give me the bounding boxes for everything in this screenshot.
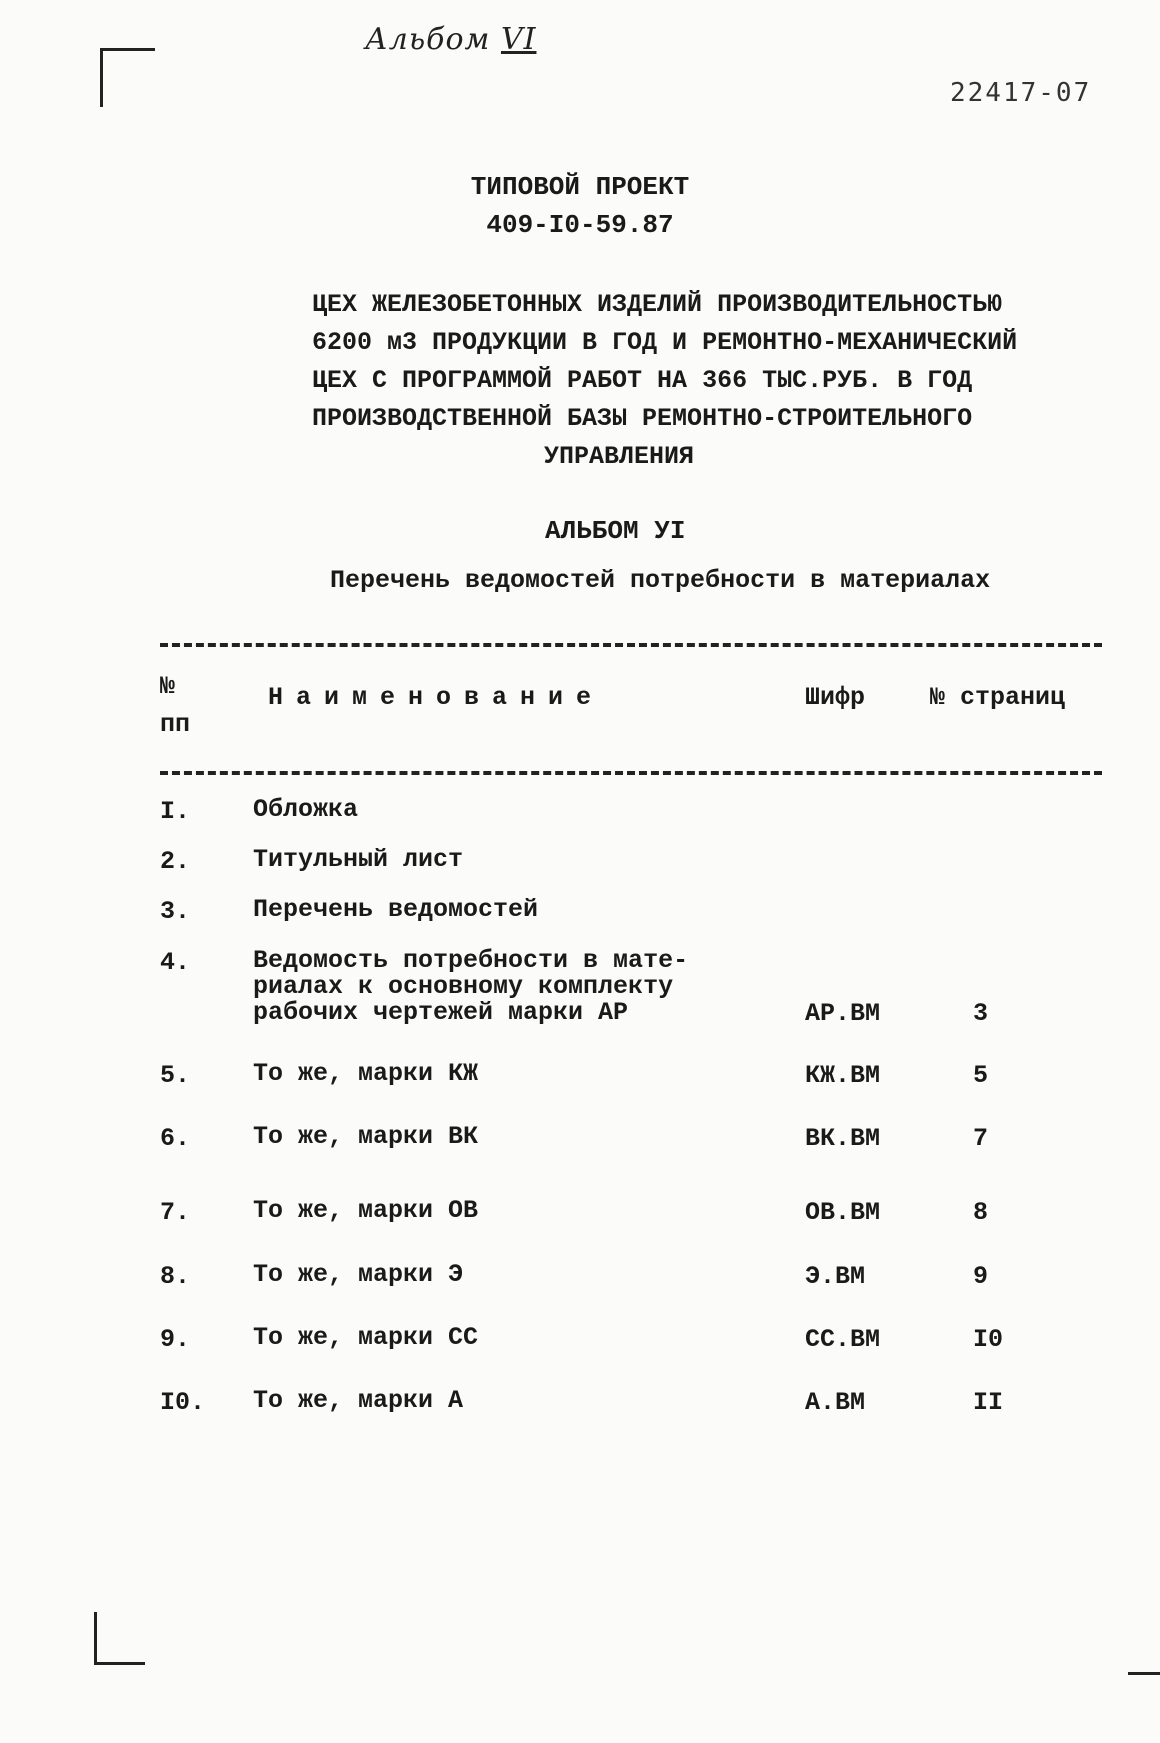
row-name: Перечень ведомостей (253, 895, 539, 924)
description-line: ЦЕХ С ПРОГРАММОЙ РАБОТ НА 366 ТЫС.РУБ. В ГОД (312, 366, 973, 395)
table-header-divider (160, 771, 1102, 775)
row-number: 9. (160, 1325, 191, 1354)
row-code: СС.ВМ (805, 1325, 881, 1354)
row-name: То же, марки Э (253, 1260, 464, 1289)
row-number: 2. (160, 847, 191, 876)
row-code: Э.ВМ (805, 1262, 866, 1291)
table-top-divider (160, 643, 1102, 647)
row-name: То же, марки КЖ (253, 1059, 479, 1088)
row-name: Обложка (253, 795, 359, 824)
row-name: То же, марки ВК (253, 1122, 479, 1151)
row-page: 3 (973, 999, 989, 1028)
header-code: Шифр (805, 683, 866, 712)
row-code: АР.ВМ (805, 999, 881, 1028)
row-page: 9 (973, 1262, 989, 1291)
edge-mark-bottom-right (1128, 1672, 1160, 1675)
handwritten-album-label (365, 22, 536, 57)
row-number: 3. (160, 897, 191, 926)
row-name: То же, марки СС (253, 1323, 479, 1352)
row-code: ОВ.ВМ (805, 1198, 881, 1227)
row-code: КЖ.ВМ (805, 1061, 881, 1090)
description-line: УПРАВЛЕНИЯ (544, 442, 695, 471)
row-name: То же, марки А (253, 1386, 464, 1415)
description-line: 6200 м3 ПРОДУКЦИИ В ГОД И РЕМОНТНО-МЕХАНИЧЕСКИЙ (312, 328, 1018, 357)
row-page: 7 (973, 1124, 989, 1153)
row-code: А.ВМ (805, 1388, 866, 1417)
row-page: II (973, 1388, 1004, 1417)
row-number: 7. (160, 1198, 191, 1227)
description-line: ПРОИЗВОДСТВЕННОЙ БАЗЫ РЕМОНТНО-СТРОИТЕЛЬНОГО (312, 404, 973, 433)
header-name: Наименование (268, 683, 605, 712)
header-number-line1: № (160, 672, 176, 701)
album-roman-numeral: VI (500, 22, 537, 57)
row-number: I. (160, 797, 191, 826)
row-page: 8 (973, 1198, 989, 1227)
corner-mark-bottom-left (94, 1612, 145, 1665)
row-name: Ведомость потребности в мате- риалах к основному комплекту рабочих чертежей марки АР (253, 946, 689, 1027)
row-name: Титульный лист (253, 845, 464, 874)
project-description (312, 286, 1092, 476)
row-code: ВК.ВМ (805, 1124, 881, 1153)
row-number: 4. (160, 948, 191, 977)
project-number: 409-I0-59.87 (486, 210, 674, 240)
project-type-title: ТИПОВОЙ ПРОЕКТ (470, 172, 690, 202)
album-label-text: Альбом (365, 22, 491, 57)
album-title: АЛЬБОМ УI (545, 516, 686, 546)
description-line: ЦЕХ ЖЕЛЕЗОБЕТОННЫХ ИЗДЕЛИЙ ПРОИЗВОДИТЕЛЬНОСТЬЮ (312, 290, 1003, 319)
row-number: 6. (160, 1124, 191, 1153)
row-page: 5 (973, 1061, 989, 1090)
row-number: I0. (160, 1388, 206, 1417)
handwritten-doc-code: 22417-07 (950, 78, 1092, 108)
header-number-line2: пп (160, 710, 191, 739)
row-name: То же, марки ОВ (253, 1196, 479, 1225)
corner-mark-top-left (100, 48, 155, 107)
row-number: 5. (160, 1061, 191, 1090)
list-subtitle: Перечень ведомостей потребности в материалах (330, 566, 991, 595)
row-page: I0 (973, 1325, 1004, 1354)
header-number (160, 668, 190, 744)
row-number: 8. (160, 1262, 191, 1291)
header-pages: № страниц (930, 683, 1066, 712)
